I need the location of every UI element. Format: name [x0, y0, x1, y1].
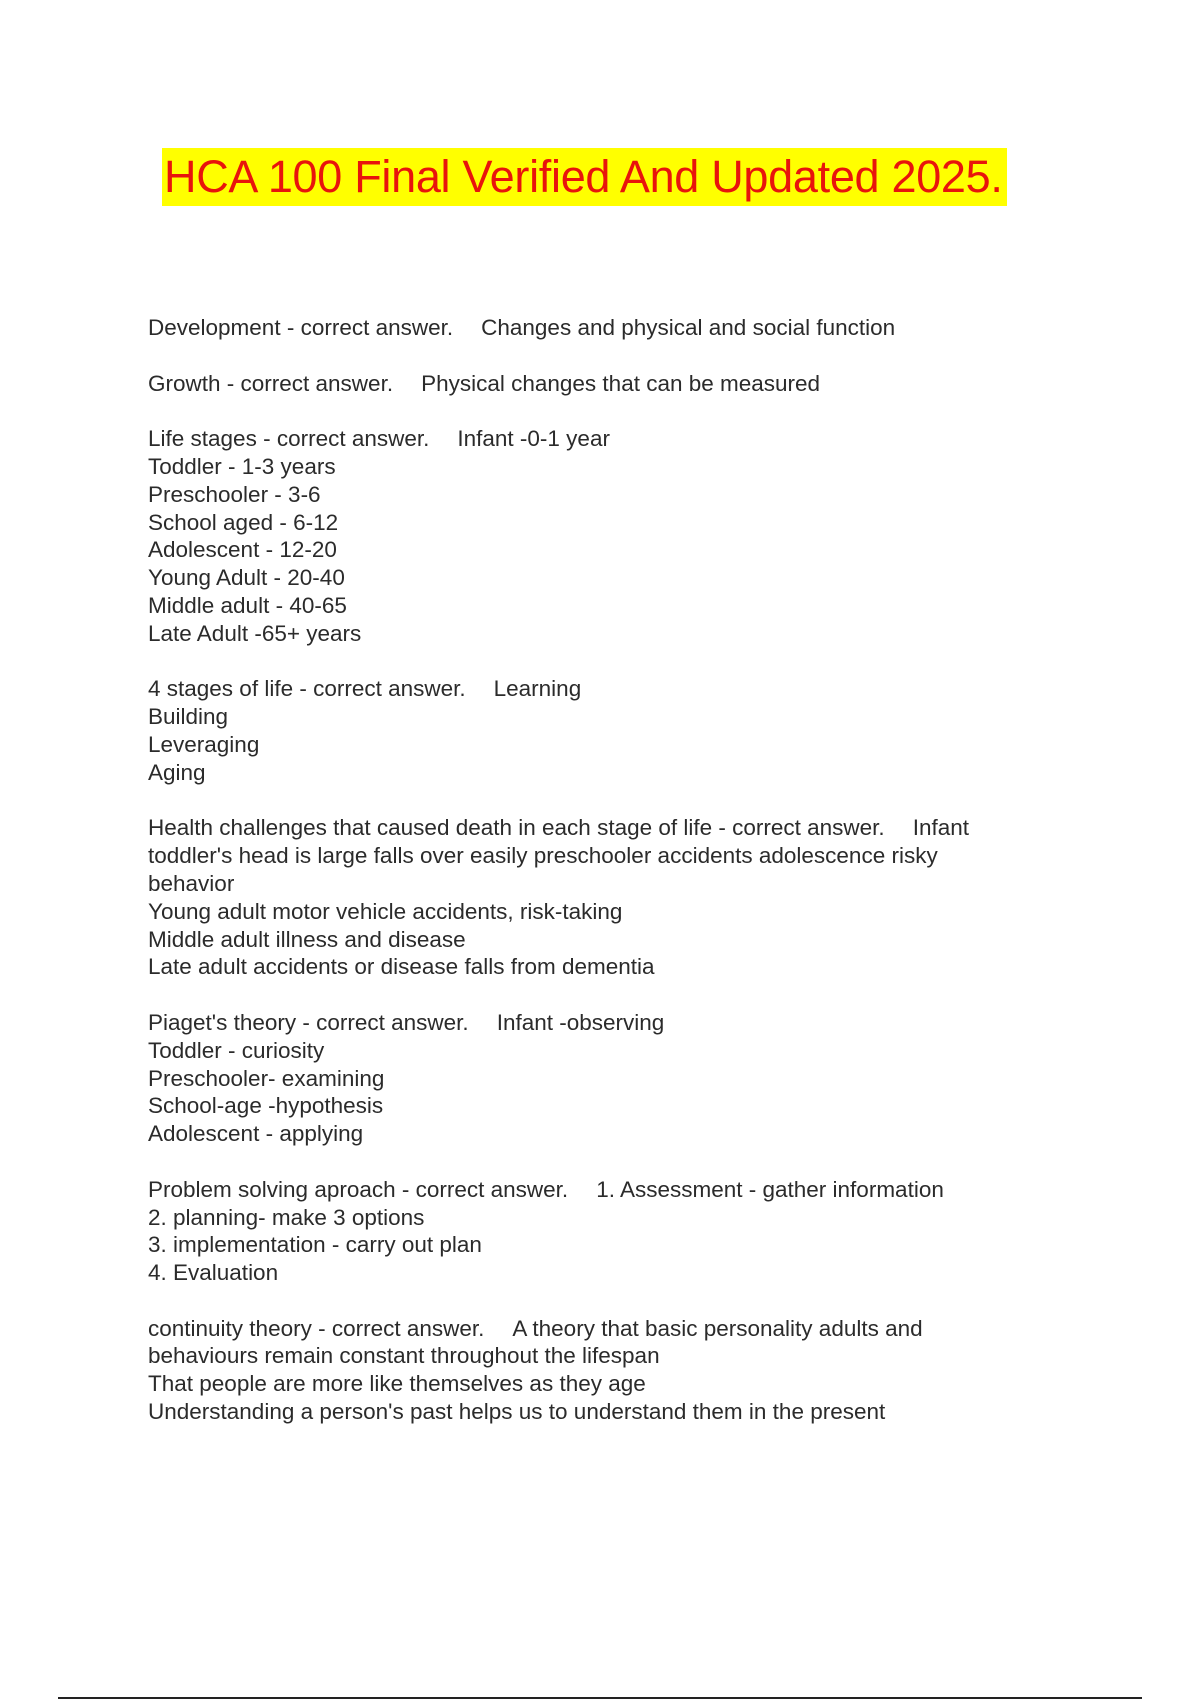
qa-entry	[148, 425, 1048, 647]
qa-entry	[148, 814, 1048, 981]
qa-answer-line: 3. implementation - carry out plan	[148, 1232, 482, 1258]
qa-term: Development - correct answer.	[148, 315, 454, 340]
qa-answer: Infant	[912, 815, 969, 841]
qa-answer-line: Middle adult - 40-65	[148, 592, 347, 618]
qa-answer-line: School-age -hypothesis	[148, 1093, 384, 1119]
qa-answer: Changes and physical and social function	[481, 315, 896, 340]
qa-first-line	[148, 1315, 1048, 1343]
qa-answer-line: Late adult accidents or disease falls from dementia	[148, 954, 655, 980]
qa-first-line	[148, 814, 1048, 842]
qa-answer-line: Understanding a person's past helps us to understand them in the present	[148, 1399, 886, 1425]
qa-answer-line: Young adult motor vehicle accidents, risk-taking	[148, 898, 623, 924]
qa-answer-line: Late Adult -65+ years	[148, 620, 362, 646]
page-bottom-rule	[58, 1697, 1142, 1699]
qa-term: Life stages - correct answer.	[148, 426, 430, 452]
document-title: HCA 100 Final Verified And Updated 2025.	[164, 151, 1003, 202]
qa-answer: A theory that basic personality adults and	[512, 1315, 923, 1341]
qa-answer: Physical changes that can be measured	[421, 370, 821, 396]
qa-term: continuity theory - correct answer.	[148, 1315, 485, 1341]
qa-entry	[148, 675, 1048, 786]
qa-first-line	[148, 370, 1048, 398]
qa-answer: Infant -0-1 year	[457, 426, 610, 452]
qa-answer-line: Middle adult illness and disease	[148, 926, 466, 952]
qa-answer-line: Young Adult - 20-40	[148, 565, 345, 591]
qa-entry	[148, 1009, 1048, 1148]
qa-first-line	[148, 1009, 1048, 1037]
qa-answer-line: Adolescent - applying	[148, 1121, 364, 1147]
qa-answer-line: Preschooler - 3-6	[148, 481, 321, 507]
qa-answer-line: 2. planning- make 3 options	[148, 1204, 425, 1230]
qa-first-line	[148, 425, 1048, 453]
qa-answer: 1. Assessment - gather information	[596, 1176, 944, 1202]
qa-answer-line: Toddler - 1-3 years	[148, 453, 336, 479]
qa-term: Health challenges that caused death in each stage of life - correct answer.	[148, 815, 885, 841]
qa-answer-line: Aging	[148, 759, 206, 785]
qa-answer: Infant -observing	[496, 1009, 665, 1035]
qa-answer-line: School aged - 6-12	[148, 509, 339, 535]
qa-answer-line: 4. Evaluation	[148, 1260, 279, 1286]
qa-first-line	[148, 314, 1048, 342]
qa-term: Growth - correct answer.	[148, 370, 394, 396]
qa-answer-line: toddler's head is large falls over easily preschooler accidents adolescence risky	[148, 843, 938, 869]
qa-entry	[148, 314, 1048, 342]
qa-answer-line: behaviours remain constant throughout the lifespan	[148, 1343, 660, 1369]
qa-entry	[148, 370, 1048, 398]
qa-first-line	[148, 1176, 1048, 1204]
qa-answer-line: Building	[148, 704, 229, 730]
qa-answer-line: Preschooler- examining	[148, 1065, 385, 1091]
qa-answer-line: behavior	[148, 870, 235, 896]
qa-term: 4 stages of life - correct answer.	[148, 676, 466, 702]
qa-entry	[148, 1315, 1048, 1426]
qa-answer-line: That people are more like themselves as they age	[148, 1371, 646, 1397]
qa-answer: Learning	[493, 676, 582, 702]
qa-answer-line: Toddler - curiosity	[148, 1037, 325, 1063]
qa-entry	[148, 1176, 1048, 1287]
qa-term: Problem solving aproach - correct answer.	[148, 1176, 569, 1202]
qa-term: Piaget's theory - correct answer.	[148, 1009, 469, 1035]
title-highlight	[162, 148, 1007, 206]
qa-answer-line: Leveraging	[148, 731, 260, 757]
qa-content	[148, 314, 1048, 1454]
qa-answer-line: Adolescent - 12-20	[148, 537, 337, 563]
qa-first-line	[148, 675, 1048, 703]
